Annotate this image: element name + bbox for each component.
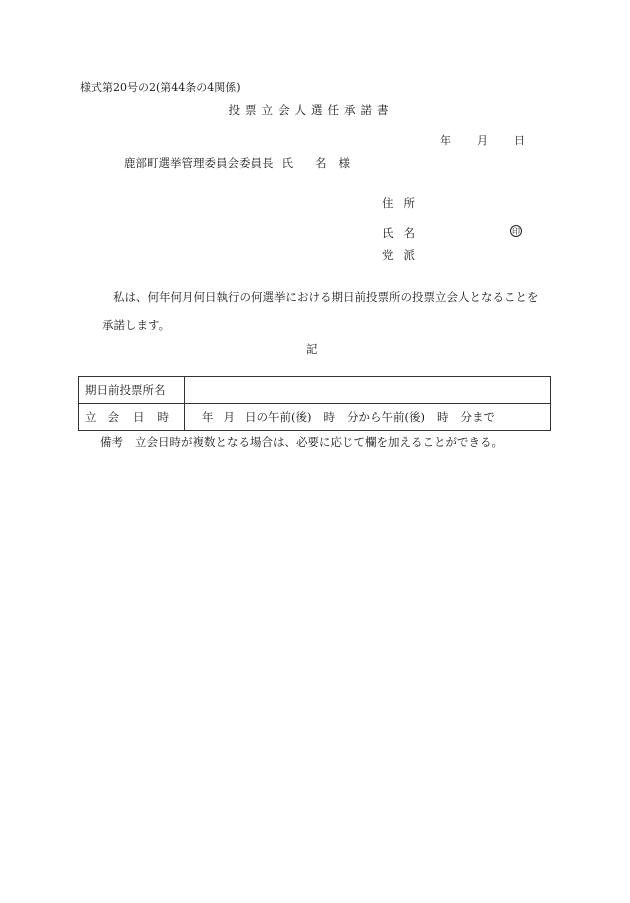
value-part: 月 [223,410,235,424]
addressee-name-1: 氏 [281,156,293,170]
details-table [78,376,551,431]
value-part: 時 [436,410,449,424]
date-day: 日 [514,134,525,147]
remarks-text: 立会日時が複数となる場合は、必要に応じて欄を加えることができる。 [135,435,503,449]
address-label-1: 住 [382,196,394,210]
polling-place-value [185,377,551,404]
addressee-name-2: 名 [315,156,327,170]
label-char: 時 [157,410,169,424]
value-part: 年 [202,410,214,424]
name-label-2: 名 [403,226,415,240]
body-line-2: 承諾します。 [102,318,171,332]
remarks-label: 備考 [100,435,123,449]
name-label [382,228,415,240]
polling-place-label: 期日前投票所名 [79,377,185,404]
attendance-datetime-value [185,404,551,431]
label-char: 立 [85,410,97,424]
address-label [382,198,415,210]
date-line [440,135,525,146]
date-month: 月 [477,134,488,147]
remarks-note [100,437,503,449]
party-label-1: 党 [382,248,394,262]
value-part: 分から午前(後) [346,410,425,424]
body-line-1: 私は、何年何月何日執行の何選挙における期日前投票所の投票立会人となることを [113,290,539,304]
attendance-datetime-label [79,404,185,431]
party-label-2: 派 [403,248,415,262]
value-part: 日の午前(後) [245,410,312,424]
form-number: 様式第20号の2(第44条の4関係) [80,81,241,94]
seal-mark-icon: 印 [512,227,520,236]
addressee-org: 鹿部町選挙管理委員会委員長 [124,156,274,170]
ki-heading: 記 [306,342,318,356]
name-label-1: 氏 [382,226,394,240]
label-char: 日 [133,410,145,424]
value-part: 分まで [460,410,495,424]
addressee [124,158,350,170]
label-char: 会 [107,410,119,424]
table-row [79,377,551,404]
table-row [79,404,551,431]
value-part: 時 [323,410,335,424]
date-year: 年 [440,134,451,147]
document-title [0,105,630,117]
addressee-honorific: 様 [338,156,350,170]
document-title-text: 投票立会人選任承諾書 [228,103,394,117]
address-label-2: 所 [403,196,415,210]
party-label [382,250,415,262]
